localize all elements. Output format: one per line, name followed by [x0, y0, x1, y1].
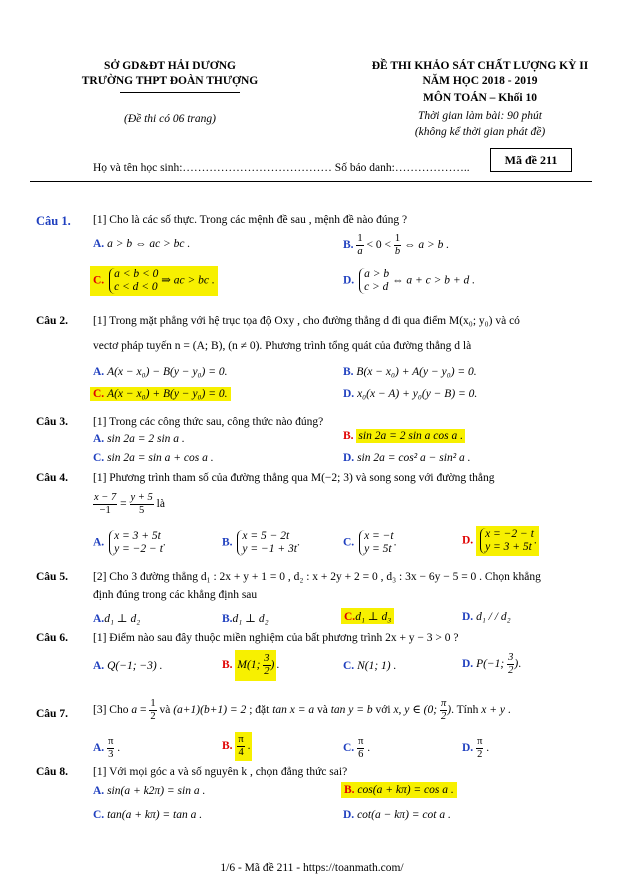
q2-b-text: B(x − x₀) + A(y − y₀) = 0. — [356, 366, 477, 378]
q2-option-b: B. B(x − x₀) + A(y − y₀) = 0. — [343, 366, 477, 378]
question-1-label: Câu 1. — [36, 214, 71, 228]
q8-option-b: B. cos(a + kπ) = cos a . — [341, 782, 457, 798]
q6-option-d: D. P(−1; $\frac{3}{2}$ ). — [462, 652, 522, 676]
q5-d-text: d₁ / / d₂ — [476, 611, 511, 623]
q5-b-text: d₁ ⊥ d₂ — [232, 613, 269, 625]
q4-option-c: C. x = −t y = 5t. — [343, 530, 397, 555]
q3-c-text: sin 2a = sin a + cos a . — [107, 452, 214, 464]
q6-c-text: N(1; 1) . — [357, 660, 397, 672]
question-2-text: [1] Trong mặt phẳng với hệ trục tọa độ Oxy , cho đường thẳng d đi qua điểm M(x₀; y₀) và có — [93, 315, 520, 327]
question-5-text: [2] Cho 3 đường thẳng d₁ : 2x + y + 1 = 0 , d₂ : x + 2y + 2 = 0 , d₃ : 3x − 6y − 5 = 0 . Chọn khẳng — [93, 571, 541, 583]
question-2-text-cont: vectơ pháp tuyến n = (A; B), (n ≠ 0). Phương trình tổng quát của đường thẳng d là — [93, 340, 472, 352]
q3-option-a: A. sin 2a = 2 sin a . — [93, 433, 185, 445]
q3-a-text: sin 2a = 2 sin a . — [107, 433, 185, 445]
question-8-text: [1] Với mọi góc a và số nguyên k , chọn đẳng thức sai? — [93, 766, 348, 778]
question-3-label: Câu 3. — [36, 416, 68, 428]
q2-a-text: A(x − x₀) − B(y − y₀) = 0. — [107, 366, 228, 378]
q3-option-b: B. sin 2a = 2 sin a cos a . — [343, 430, 463, 442]
question-1-text: [1] Cho là các số thực. Trong các mệnh đề sau , mệnh đề nào đúng ? — [93, 214, 408, 226]
q2-option-d: D. x₀(x − A) + y₀(y − B) = 0. — [343, 388, 478, 400]
q6-option-c: C. N(1; 1) . — [343, 660, 397, 672]
time-note: (không kể thời gian phát đề) — [414, 126, 546, 138]
q4-option-b: B. x = 5 − 2t y = −1 + 3t. — [222, 530, 300, 555]
q7-option-a: A. $\frac{\pi}{3}$ . — [93, 736, 121, 760]
question-8-label: Câu 8. — [36, 766, 68, 778]
exam-code: Mã đề 211 — [504, 153, 558, 167]
question-4-text: [1] Phương trình tham số của đường thẳng qua M(−2; 3) và song song với đường thẳng — [93, 472, 495, 484]
question-2-label: Câu 2. — [36, 315, 68, 327]
q8-c-text: tan(a + kπ) = tan a . — [107, 809, 203, 821]
q1-a-text: a > b ⇔ ac > bc . — [107, 238, 191, 250]
school-year: NĂM HỌC 2018 - 2019 — [422, 75, 538, 87]
q2-d-text: x₀(x − A) + y₀(y − B) = 0. — [357, 388, 478, 400]
question-5-text-cont: định đúng trong các khẳng định sau — [93, 589, 258, 601]
q5-a-text: d₁ ⊥ d₂ — [104, 613, 141, 625]
page-footer: 1/6 - Mã đề 211 - https://toanmath.com/ — [220, 862, 404, 874]
q8-option-a: A. sin(a + k2π) = sin a . — [93, 785, 206, 797]
q1-option-a: A. a > b ⇔ ac > bc . — [93, 238, 191, 250]
q8-a-text: sin(a + k2π) = sin a . — [107, 785, 206, 797]
q5-option-b: B.d₁ ⊥ d₂ — [222, 613, 269, 625]
q7-option-d: D. $\frac{\pi}{2}$ . — [462, 736, 490, 760]
q2-c-text: A(x − x₀) + B(y − y₀) = 0. — [107, 388, 228, 400]
time-limit: Thời gian làm bài: 90 phút — [417, 110, 543, 122]
school-department: SỞ GD&ĐT HẢI DƯƠNG — [104, 60, 236, 72]
question-3-text: [1] Trong các công thức sau, công thức nào đúng? — [93, 416, 324, 428]
q8-d-text: cot(a − kπ) = cot a . — [357, 809, 451, 821]
question-4-text-cont: $\frac{x - 7}{-1}$ = $\frac{y + 5}{5}$ là — [94, 492, 165, 516]
question-6-label: Câu 6. — [36, 632, 68, 644]
q7-option-c: C. $\frac{\pi}{6}$ . — [343, 736, 371, 760]
q1-option-d: D. a > b c > d ⇔ a + c > b + d . — [343, 268, 475, 293]
question-6-text: [1] Điểm nào sau đây thuộc miền nghiệm của bất phương trình 2x + y − 3 > 0 ? — [93, 632, 459, 644]
header-divider — [30, 181, 592, 182]
q8-b-text: cos(a + kπ) = cos a . — [357, 784, 454, 796]
q5-option-c: C.d₁ ⊥ d₃ — [341, 608, 394, 624]
q6-option-b: B. M(1; $\frac{3}{2}$ ) . — [222, 650, 279, 681]
q5-c-text: d₁ ⊥ d₃ — [355, 611, 392, 623]
header-underline — [120, 92, 240, 93]
q8-option-d: D. cot(a − kπ) = cot a . — [343, 809, 451, 821]
q7-option-b: B. $\frac{\pi}{4}$ . — [222, 732, 252, 761]
q5-option-d: D. d₁ / / d₂ — [462, 611, 511, 623]
q3-option-d: D. sin 2a = cos² a − sin² a . — [343, 452, 471, 464]
student-info-line: Họ và tên học sinh:………………………………… Số báo danh:……………….. — [93, 162, 470, 174]
exam-code-box — [490, 148, 572, 172]
q2-option-c: C. A(x − x₀) + B(y − y₀) = 0. — [90, 387, 231, 401]
q6-option-a: A. Q(−1; −3) . — [93, 660, 163, 672]
q6-a-text: Q(−1; −3) . — [107, 660, 163, 672]
question-5-label: Câu 5. — [36, 571, 68, 583]
q3-d-text: sin 2a = cos² a − sin² a . — [357, 452, 471, 464]
q1-option-c: C. a < b < 0 c < d < 0 ⇒ ac > bc . — [90, 266, 218, 296]
q8-option-c: C. tan(a + kπ) = tan a . — [93, 809, 203, 821]
question-7-label: Câu 7. — [36, 708, 68, 720]
q1-option-b: B. $\frac{1}{a}$ < 0 < $\frac{1}{b}$ ⇔ a > b . — [343, 233, 450, 257]
question-4-label: Câu 4. — [36, 472, 68, 484]
subject: MÔN TOÁN – Khối 10 — [423, 92, 537, 104]
exam-title: ĐỀ THI KHẢO SÁT CHẤT LƯỢNG KỲ II — [371, 60, 589, 72]
q3-b-text: sin 2a = 2 sin a cos a . — [358, 430, 463, 442]
q4-option-d: D. x = −2 − t y = 3 + 5t. — [462, 526, 539, 556]
q2-option-a: A. A(x − x₀) − B(y − y₀) = 0. — [93, 366, 228, 378]
question-7-text: [3] Cho a = $\frac{1}{2}$ và (a+1)(b+1) = 2 ; đặt tan x = a và tan y = b với x, y ∈ (0; $\frac{\pi}{2}$ ). Tính x + y . — [93, 698, 511, 722]
school-name: TRƯỜNG THPT ĐOÀN THƯỢNG — [81, 75, 259, 87]
q4-option-a: A. x = 3 + 5t y = −2 − t. — [93, 530, 166, 555]
page-count-note: (Đề thi có 06 trang) — [124, 113, 216, 125]
q5-option-a: A.d₁ ⊥ d₂ — [93, 613, 141, 625]
q3-option-c: C. sin 2a = sin a + cos a . — [93, 452, 214, 464]
